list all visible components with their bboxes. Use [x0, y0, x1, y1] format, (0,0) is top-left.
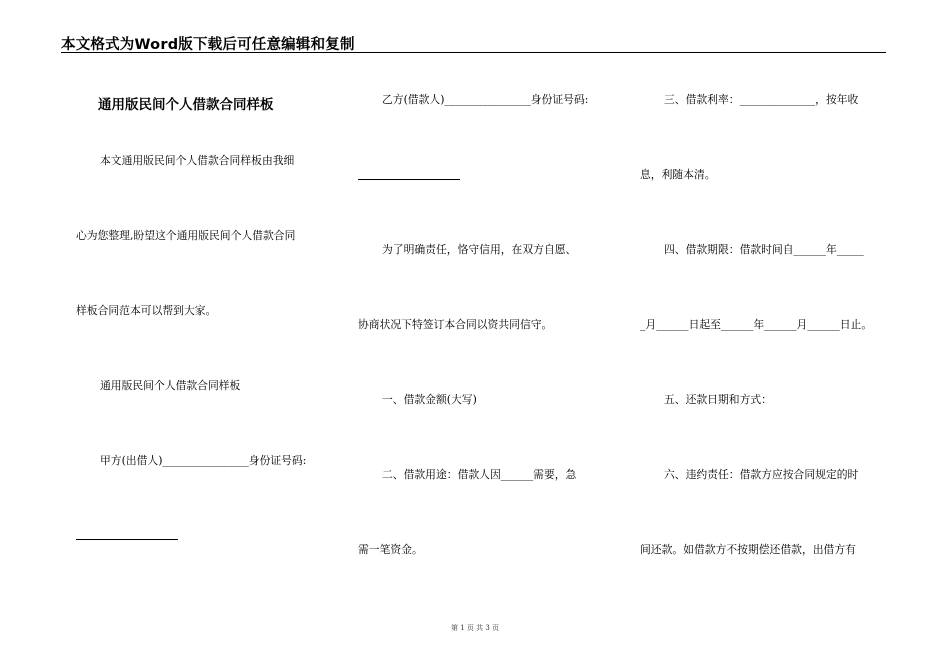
party-b-line: 乙方(借款人)________________身份证号码: — [382, 93, 589, 106]
clause-6-breach-cont: 间还款。如借款方不按期偿还借款，出借方有 — [640, 543, 856, 556]
intro-line-2: 心为您整理,盼望这个通用版民间个人借款合同 — [76, 229, 296, 242]
party-b-id-blank — [358, 179, 460, 180]
intro-line-1: 本文通用版民间个人借款合同样板由我细 — [100, 154, 295, 167]
preamble-line-2: 协商状况下特签订本合同以资共同信守。 — [358, 318, 553, 331]
header-divider — [61, 52, 886, 53]
clause-4-term: 四、借款期限：借款时间自______年_____ — [664, 243, 864, 256]
subtitle-line: 通用版民间个人借款合同样板 — [100, 379, 241, 392]
page-number: 第 1 页 共 3 页 — [450, 624, 500, 632]
intro-line-3: 样板合同范本可以帮到大家。 — [76, 304, 217, 317]
clause-5-repayment: 五、还款日期和方式： — [664, 393, 772, 406]
party-a-id-blank — [76, 539, 178, 540]
preamble-line-1: 为了明确责任，恪守信用，在双方自愿、 — [382, 243, 577, 256]
clause-2-purpose: 二、借款用途：借款人因______需要，急 — [382, 468, 577, 481]
clause-2-purpose-cont: 需一笔资金。 — [358, 543, 423, 556]
clause-1-amount: 一、借款金额(大写) — [382, 393, 477, 406]
document-title: 通用版民间个人借款合同样板 — [98, 97, 274, 113]
clause-4-term-cont: _月______日起至______年______月______日止。 — [640, 318, 873, 331]
clause-3-rate: 三、借款利率：______________，按年收 — [664, 93, 859, 106]
clause-6-breach: 六、违约责任：借款方应按合同规定的时 — [664, 468, 859, 481]
clause-3-rate-cont: 息，利随本清。 — [640, 168, 716, 181]
party-a-line: 甲方(出借人)________________身份证号码: — [100, 454, 307, 467]
document-header: 本文格式为Word版下载后可任意编辑和复制 — [61, 37, 355, 53]
